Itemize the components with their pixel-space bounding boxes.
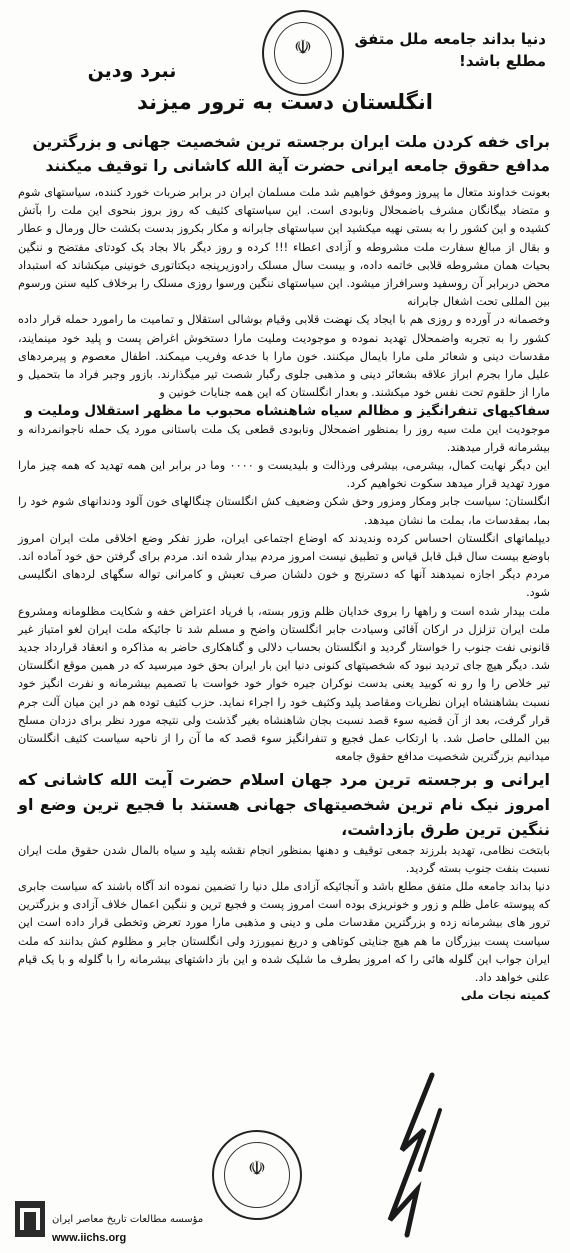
body-paragraph-7: دیپلماتهای انگلستان احساس کرده وندیدند که اوضاع اجتماعی ایران، طرز تفکر وضع اخلاقی ملت ایران امروز باوضع بیست سال قبل قابل قیاس و تطبیق نیست امروز مردم بیدار شده اند. مردم برای گرفتن حق خود آماده اند. مردم دیگر اجازه نمیدهند آنها که دسترنج و خون دلشان صرف تعیش و کامرانی تواله سگهای لردهای انگلیسی شود.	[18, 531, 550, 600]
body-paragraph-2: وخصمانه در آورده و روزی هم با ایجاد یک نهضت قلابی وقیام بوشالی استقلال و تمامیت ما رامورد حمله قرار داده کشور را به تجربه واضمحلال تهدید نموده و موجودیت وملیت مارا دستخوش اغراض پست و پلید خود مینمایند، مقدسات دینی و شعائر ملی مارا بایمال میکنند. خون مارا با خدعه وفریب میمکند. اطفال معصوم و پیرمردهای علیل مارا بجرم ابراز علاقه بشعائر دینی و مذهبی جلوی رگبار شصت تیر میگذارند. بازور وجبر فراد ما بتحمیل و مارا از حلقوم تحت نفس خود میکشند. و بعدار انگلستان که این همه جنایات خونین و	[18, 313, 550, 400]
footer-institute-name: مؤسسه مطالعات تاریخ معاصر ایران	[52, 1214, 204, 1225]
signature-line: کمیته نجات ملی	[460, 989, 550, 1003]
seal-emblem-icon: ☫	[294, 34, 312, 59]
body-paragraph-8: ملت بیدار شده است و راهها را بروی خدایان ظلم وزور بسته، با فریاد اعتراض خفه و شکایت مظلومانه ومشروع ملت ایران تزلزل در ارکان آقائی وسیادت جابر انگلستان واضح و مسلم شد تا جائیکه ملت ایران لغو امتیاز غیر قانونی نفت جنوب را خواستار گردید و انگلستان بحساب دلالی و گناهکاری حاضر به مذاکره و انعقاد قرارداد جدید شد. دیگر هیچ جای تردید نبود که شخصیتهای کنونی دنیا این بار ایران بحق خود میرسید که در همین موقع انگلستان تیر خلاص را وا رو نه کوبید یعنی بدست نوکران جیره خوار خود خواست با تصمیم بیشرمانه و نفرت انگیز خود نسبت بشاهنشاه ایران نظریات ومقاصد پلید وکثیف خود را اجراء نماید. حزب کثیف توده هم در این میان آلت جرم قرار گرفت، بعد از آن قضیه سوء قصد نسبت بجان شاهنشاه بغیر گذشت ولی نتیجه مورد نظر برای دزدان مسلح بین المللی حاصل شد. با ارتکاب عمل فجیع و تنفرانگیز سوء قصد که ما آن را از ناحیه سیاست کثیف انگلستان میدانیم بزرگترین شخصیت مدافع حقوق جامعه	[18, 604, 550, 764]
page-subhead: برای خفه کردن ملت ایران برجسته ترین شخصیت جهانی و بزرگترین مدافع حقوق جامعه ایرانی حضرت آیة الله کاشانی را توقیف میکنند	[32, 133, 550, 175]
body-paragraph-1: بعونت خداوند متعال ما پیروز وموفق خواهیم شد ملت مسلمان ایران در برابر ضربات خورد کننده، سیاستهای شوم و متضاد بیگانگان مشرف باضمحلال ونابودی است. این سیاستهای کثیف که روز بروز بنحوی این ملت را بآتش کشیده و این کشور را به بستی نهیه میکشید این سیاستهای جابرانه و مکار بکروز بدست بکشت حال ورمال و عطار و بقال از مبالغ سفارت ملت مشروطه و آزادی اعطاء !!! کرده و روز دیگر بالا بجاد یک کودتای مفتضح و ننگین بحیات همان مشروطه قلابی خاتمه داده، و بیست سال مسلک رادوزیرپنجه دیکتاتوری خونینی میکشاند که استبداد محض دربرابر آن روسفید وسرافراز میشود. این سیاستهای ننگین ورسوا روزی مسلک را برخلاف کلیه سنن ورسوم بین المللی تحت اشغال جابرانه	[18, 186, 550, 309]
body-paragraph-10: بابتخت نظامی، تهدید بلرزند جمعی توقیف و دهنها بمنظور انجام نقشه پلید و سیاه بالمال شدن حقوق ملت ایران نسبت بنفت جنوب بسته گردید.	[18, 843, 550, 875]
header-left-title: نبرد ودین	[87, 60, 177, 82]
header-line-1: دنیا بداند جامعه ملل متفق	[354, 30, 546, 48]
document-body	[18, 184, 550, 1005]
ink-stamp-bottom	[212, 1130, 302, 1220]
body-paragraph-9: ایرانی و برجسته ترین مرد جهان اسلام حضرت آیت الله کاشانی که امروز نیک نام ترین شخصیتهای جهانی هستند با فجیع ترین وضع او ننگین ترین طرق بازداشت،	[18, 769, 550, 839]
header-line-2: مطلع باشد!	[458, 52, 546, 70]
body-paragraph-11: دنیا بداند جامعه ملل متفق مطلع باشد و آنجائیکه آزادی ملل دنیا را تضمین نموده اند آگاه باشند که سیاست جابری که پیوسته عامل ظلم و زور و خونریزی بوده است امروز پست و فجیع ترین و ننگین اعمال خلاف آزادی و بزرگترین ترور های بیشرمانه زده و بزرگترین مقدسات ملی و دینی و مذهبی مارا مورد تعرض وتخطی قرار داده است این سیاست پست بیزرگان ما هم هیچ جنایتی کوتاهی و دریغ نمیورزد ولی انگلستان جابر و مظلوم کش بدانند که ملت ایران جواب این گلوله هائی را که امروز بطرف ما شلیک شده و این باز داشتهای بیشرمانه را با گلوله و با یک قیام علنی خواهد داد.	[18, 879, 550, 984]
institute-logo-icon	[14, 1200, 46, 1238]
header-notice	[346, 28, 546, 72]
footer-url: www.iichs.org	[52, 1232, 127, 1244]
body-paragraph-4: موجودیت این ملت سیه روز را بمنظور اضمحلال ونابودی قطعی یک ملت باستانی مورد یک حمله ناجوانمردانه و بیشرمانه قرار میدهند.	[18, 422, 550, 454]
page-headline: انگلستان دست به ترور میزند	[137, 90, 433, 114]
body-paragraph-5: این دیگر نهایت کمال، بیشرمی، بیشرفی ورذالت و بلیدیست و ۰۰۰۰ وما در برابر این همه تهدید که همه چیز مارا مورد تهدید قرار میدهد سکوت نخواهیم کرد.	[18, 459, 550, 491]
ink-stamp-top	[262, 10, 344, 96]
body-paragraph-6: انگلستان: سیاست جابر ومکار ومزور وحق شکن وضعیف کش انگلستان چنگالهای خون آلود ودندانهای شوم خود را بما، بمقدسات ما، بملت ما نشان میدهد.	[18, 495, 550, 527]
handwritten-signature-icon	[362, 1070, 452, 1240]
seal-emblem-bottom-icon: ☫	[248, 1156, 266, 1181]
body-paragraph-3: سفاکیهای تنفرانگیز و مظالم سیاه شاهنشاه محبوب ما مظهر استقلال وملیت و	[24, 403, 550, 420]
